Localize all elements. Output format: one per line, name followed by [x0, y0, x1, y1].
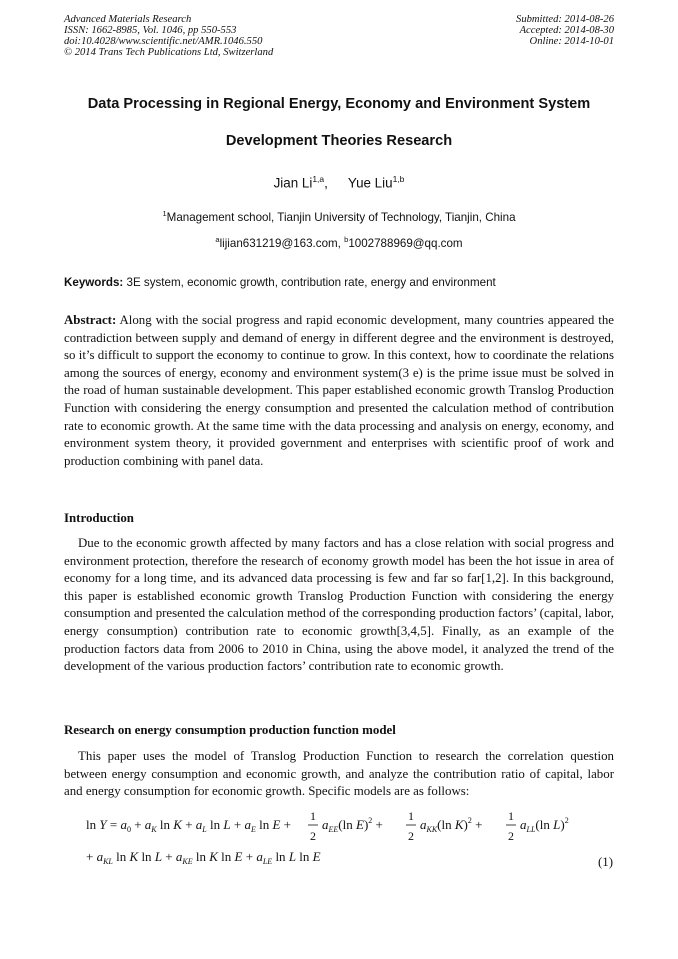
svg-text:2: 2 — [508, 829, 514, 843]
journal-copyright: © 2014 Trans Tech Publications Ltd, Switzerland — [64, 47, 274, 58]
author-emails — [0, 235, 678, 250]
author-2-name: Yue Liu — [347, 175, 393, 191]
submission-dates — [516, 14, 614, 47]
svg-text:ln Y = a0 + aK ln K + aL ln L: $\ln Y = a_0 + a_K$ $\ln K + a_L$ $\ln L + a_E$ ln E + — [86, 817, 291, 834]
research-paragraph: This paper uses the model of Translog Production Function to research the correlation question between energy consumption and economic growth, and analyze the contribution ratio of capital, labor and energy consumption for economic growth. Specific models are as follows: — [64, 749, 614, 799]
affiliation-marker: 1 — [162, 209, 167, 218]
introduction-paragraph: Due to the economic growth affected by many factors and has a close relation with social progress and environment protection, therefore the research of economy growth model has been the hot issue in area of economy for a long time, and its advanced data processing is few and far so far[1,2]. In this background, this paper is established economic growth Translog Production Function with considering the energy consumption and presented the calculation method of the corresponding production factors’ (capital, labor, energy consumption) contribution rate to economic growth[3,4,5]. Finally, as an example of the production factors data from 2006 to 2010 in China, using the above model, it analyzed the trend of the development of the various production factors’ contribution rate to economic growth. — [64, 536, 614, 674]
equation-line-2 — [86, 846, 386, 868]
svg-text:1: 1 — [408, 809, 414, 823]
paper-title-line-1: Data Processing in Regional Energy, Economy and Environment System — [87, 96, 591, 112]
research-heading: Research on energy consumption production function model — [64, 723, 396, 737]
affiliation — [0, 209, 678, 224]
svg-text:2: 2 — [408, 829, 414, 843]
accepted-date: Accepted: 2014-08-30 — [519, 25, 614, 36]
introduction-heading: Introduction — [64, 511, 134, 525]
svg-text:1: 1 — [508, 809, 514, 823]
svg-text:aKK(ln K)2 +: $a_{KK}(\ln$ K)$^2$ + — [420, 816, 483, 834]
abstract — [64, 312, 614, 470]
online-date: Online: 2014-10-01 — [529, 36, 614, 47]
keywords-text: 3E system, economic growth, contribution rate, energy and environment — [123, 276, 496, 289]
paper-title-line-2: Development Theories Research — [225, 133, 453, 149]
email-a-marker: a — [215, 235, 220, 244]
author-2-affil: 1,b — [392, 174, 405, 184]
svg-text:2: 2 — [310, 829, 316, 843]
equation-number: (1) — [597, 855, 613, 869]
journal-doi: doi:10.4028/www.scientific.net/AMR.1046.550 — [64, 36, 263, 47]
affiliation-text: Management school, Tianjin University of Technology, Tianjin, China — [166, 210, 516, 224]
author-separator: , — [324, 175, 328, 191]
abstract-label: Abstract: — [64, 313, 117, 327]
abstract-text: Along with the social progress and rapid economic development, many countries appeared the contradiction between supply and demand of energy in different degree and the environment is destroyed, so it’s difficult to support the economy to continue to grow. In this context, how to coordinate the relations among the sources of energy, economy and environment system(3 e) is the prime issue must be solved in the road of human sustainable development. This paper established economic growth Translog Production Function with considering the energy consumption and presented the calculation method of contribution rate to economic growth. At the same time with the data processing and analysis on energy, economy, and environment system theory, it provided government and enterprises with scientific proof of work and production combining with panel data. — [64, 313, 614, 468]
author-list — [0, 174, 678, 190]
email-a: lijian631219@163.com, — [219, 236, 345, 250]
equation-line-1-tail — [520, 808, 600, 846]
equation-line-1 — [86, 808, 546, 846]
submitted-date: Submitted: 2014-08-26 — [516, 14, 614, 25]
svg-text:+ aKL ln K ln L + aKE ln K ln: + $a_{KL}$ ln K $\ln L + a_{KE}$ ln K $\ln E + a_{LE}$ ln L ln E — [86, 849, 321, 866]
svg-text:aLL(ln L)2: $a_{LL}(\ln$ L)$^2$ — [520, 816, 569, 834]
journal-info — [64, 14, 273, 58]
svg-text:aEE(ln E)2 +: $a_{EE}(\ln$ E)$^2$ + — [322, 816, 383, 834]
keywords — [64, 276, 614, 289]
email-b-marker: b — [344, 235, 349, 244]
svg-text:1: 1 — [310, 809, 316, 823]
email-b: 1002788969@qq.com — [348, 236, 463, 250]
keywords-label: Keywords: — [64, 276, 124, 289]
journal-name: Advanced Materials Research — [64, 14, 192, 25]
author-1-name: Jian Li — [273, 175, 313, 191]
journal-issn: ISSN: 1662-8985, Vol. 1046, pp 550-553 — [64, 25, 237, 36]
author-1-affil: 1,a — [312, 174, 325, 184]
